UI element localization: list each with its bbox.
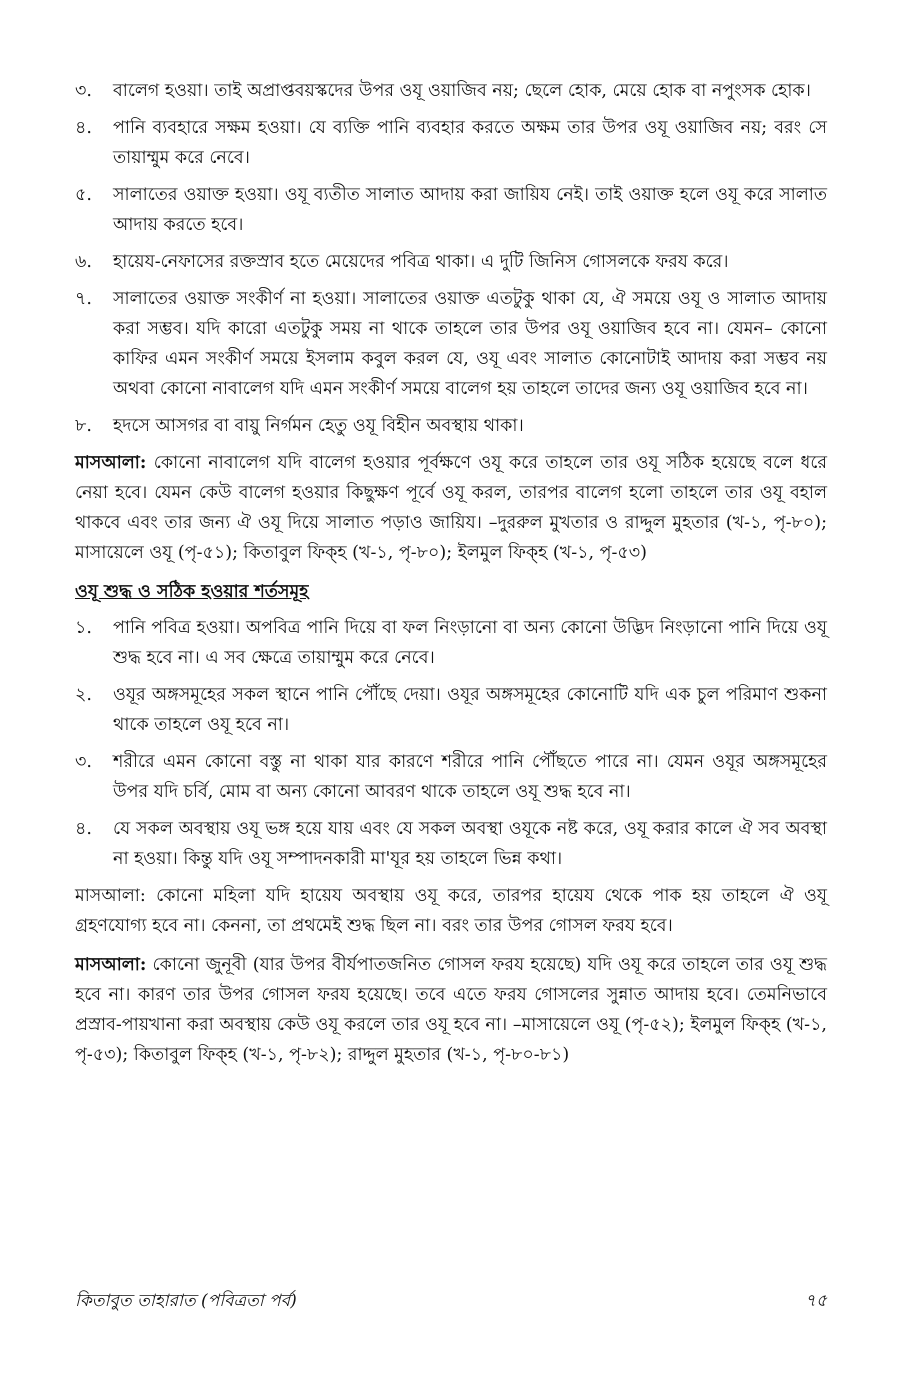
masala-label: মাসআলা: bbox=[75, 955, 147, 975]
page-body bbox=[75, 76, 827, 1079]
list-item bbox=[75, 180, 827, 240]
item-number: ৩. bbox=[75, 81, 92, 101]
item-number: ৭. bbox=[75, 289, 92, 309]
item-number: ৪. bbox=[75, 118, 92, 138]
item-text: যে সকল অবস্থায় ওযূ ভঙ্গ হয়ে যায় এবং যে সকল অবস্থা ওযূকে নষ্ট করে, ওযূ করার কালে ঐ সব অবস্থা না হওয়া। কিন্তু যদি ওযূ সম্পাদনকারী মা'যূর হয় তাহলে ভিন্ন কথা। bbox=[113, 819, 827, 869]
item-number: ৪. bbox=[75, 819, 92, 839]
item-number: ৬. bbox=[75, 252, 92, 272]
item-number: ২. bbox=[75, 685, 92, 705]
masala-paragraph-2: মাসআলা: কোনো মহিলা যদি হায়েয অবস্থায় ওযূ করে, তারপর হায়েয থেকে পাক হয় তাহলে ঐ ওযূ গ্রহণযোগ্য হবে না। কেননা, তা প্রথমেই শুদ্ধ ছিল না। বরং তার উপর গোসল ফরয হবে। bbox=[75, 886, 827, 936]
item-number: ৫. bbox=[75, 185, 92, 205]
masala-label: মাসআলা: bbox=[75, 453, 147, 473]
item-text: পানি পবিত্র হওয়া। অপবিত্র পানি দিয়ে বা ফল নিংড়ানো বা অন্য কোনো উদ্ভিদ নিংড়ানো পানি দিয়ে ওযূ শুদ্ধ হবে না। এ সব ক্ষেত্রে তায়াম্মুম করে নেবে। bbox=[113, 618, 827, 668]
masala-paragraph-3 bbox=[75, 950, 827, 1070]
masala-text: কোনো জুনূবী (যার উপর বীর্যপাতজনিত গোসল ফরয হয়েছে) যদি ওযূ করে তাহলে তার ওযূ শুদ্ধ হবে না। কারণ তার উপর গোসল ফরয হয়েছে। তবে এতে ফরয গোসলের সুন্নাত আদায় হবে। তেমনিভাবে প্রস্রাব-পায়খানা করা অবস্থায় কেউ ওযূ করলে তার ওযূ হবে না। –মাসায়েলে ওযূ (পৃ-৫২); ইলমুল ফিক্হ (খ-১, পৃ-৫৩); কিতাবুল ফিক্হ (খ-১, পৃ-৮২); রাদ্দুল মুহতার (খ-১, পৃ-৮০-৮১) bbox=[75, 955, 827, 1065]
masala-paragraph-1 bbox=[75, 448, 827, 568]
item-number: ৩. bbox=[75, 752, 92, 772]
list-item bbox=[75, 284, 827, 404]
item-text: হদসে আসগর বা বায়ু নির্গমন হেতু ওযূ বিহীন অবস্থায় থাকা। bbox=[113, 416, 524, 436]
item-text: শরীরে এমন কোনো বস্তু না থাকা যার কারণে শরীরে পানি পৌঁছতে পারে না। যেমন ওযূর অঙ্গসমূহের উপর যদি চর্বি, মোম বা অন্য কোনো আবরণ থাকে তাহলে ওযূ শুদ্ধ হবে না। bbox=[113, 752, 827, 802]
item-text: হায়েয-নেফাসের রক্তস্রাব হতে মেয়েদের পবিত্র থাকা। এ দুটি জিনিস গোসলকে ফরয করে। bbox=[113, 252, 729, 272]
item-text: বালেগ হওয়া। তাই অপ্রাপ্তবয়স্কদের উপর ওযূ ওয়াজিব নয়; ছেলে হোক, মেয়ে হোক বা নপুংসক হোক। bbox=[113, 81, 811, 101]
item-text: সালাতের ওয়াক্ত সংকীর্ণ না হওয়া। সালাতের ওয়াক্ত এতটুকু থাকা যে, ঐ সময়ে ওযূ ও সালাত আদায় করা সম্ভব। যদি কারো এতটুকু সময় না থাকে তাহলে তার উপর ওযূ ওয়াজিব হবে না। যেমন– কোনো কাফির এমন সংকীর্ণ সময়ে ইসলাম কবুল করল যে, ওযূ এবং সালাত কোনোটাই আদায় করা সম্ভব নয় অথবা কোনো নাবালেগ যদি এমন সংকীর্ণ সময়ে বালেগ হয় তাহলে তাদের জন্য ওযূ ওয়াজিব হবে না। bbox=[113, 289, 827, 399]
item-number: ১. bbox=[75, 618, 92, 638]
masala-text: কোনো নাবালেগ যদি বালেগ হওয়ার পূর্বক্ষণে ওযূ করে তাহলে তার ওযূ সঠিক হয়েছে বলে ধরে নেয়া হবে। যেমন কেউ বালেগ হওয়ার কিছুক্ষণ পূর্বে ওযূ করল, তারপর বালেগ হলো তাহলে তার ওযূ বহাল থাকবে এবং তার জন্য ঐ ওযূ দিয়ে সালাত পড়াও জায়িয। –দুররুল মুখতার ও রাদ্দুল মুহতার (খ-১, পৃ-৮০); মাসায়েলে ওযূ (পৃ-৫১); কিতাবুল ফিক্হ (খ-১, পৃ-৮০); ইলমুল ফিক্হ (খ-১, পৃ-৫৩) bbox=[75, 453, 827, 563]
list-item bbox=[75, 113, 827, 173]
item-number: ৮. bbox=[75, 416, 92, 436]
list-item bbox=[75, 247, 827, 277]
list-item bbox=[75, 814, 827, 874]
list-item bbox=[75, 613, 827, 673]
page-footer bbox=[75, 1288, 827, 1316]
item-text: সালাতের ওয়াক্ত হওয়া। ওযূ ব্যতীত সালাত আদায় করা জায়িয নেই। তাই ওয়াক্ত হলে ওযূ করে সালাত আদায় করতে হবে। bbox=[113, 185, 827, 235]
list-item bbox=[75, 76, 827, 106]
list-item bbox=[75, 680, 827, 740]
list-item bbox=[75, 747, 827, 807]
item-text: ওযূর অঙ্গসমূহের সকল স্থানে পানি পৌঁছে দেয়া। ওযূর অঙ্গসমূহের কোনোটি যদি এক চুল পরিমাণ শুকনা থাকে তাহলে ওযূ হবে না। bbox=[113, 685, 827, 735]
section-heading: ওযূ শুদ্ধ ও সঠিক হওয়ার শর্তসমূহ bbox=[75, 582, 309, 602]
list-item bbox=[75, 411, 827, 441]
book-title: কিতাবুত তাহারাত (পবিত্রতা পর্ব) bbox=[75, 1291, 297, 1311]
item-text: পানি ব্যবহারে সক্ষম হওয়া। যে ব্যক্তি পানি ব্যবহার করতে অক্ষম তার উপর ওযূ ওয়াজিব নয়; বরং সে তায়াম্মুম করে নেবে। bbox=[113, 118, 827, 168]
page-number: ৭৫ bbox=[804, 1291, 827, 1311]
